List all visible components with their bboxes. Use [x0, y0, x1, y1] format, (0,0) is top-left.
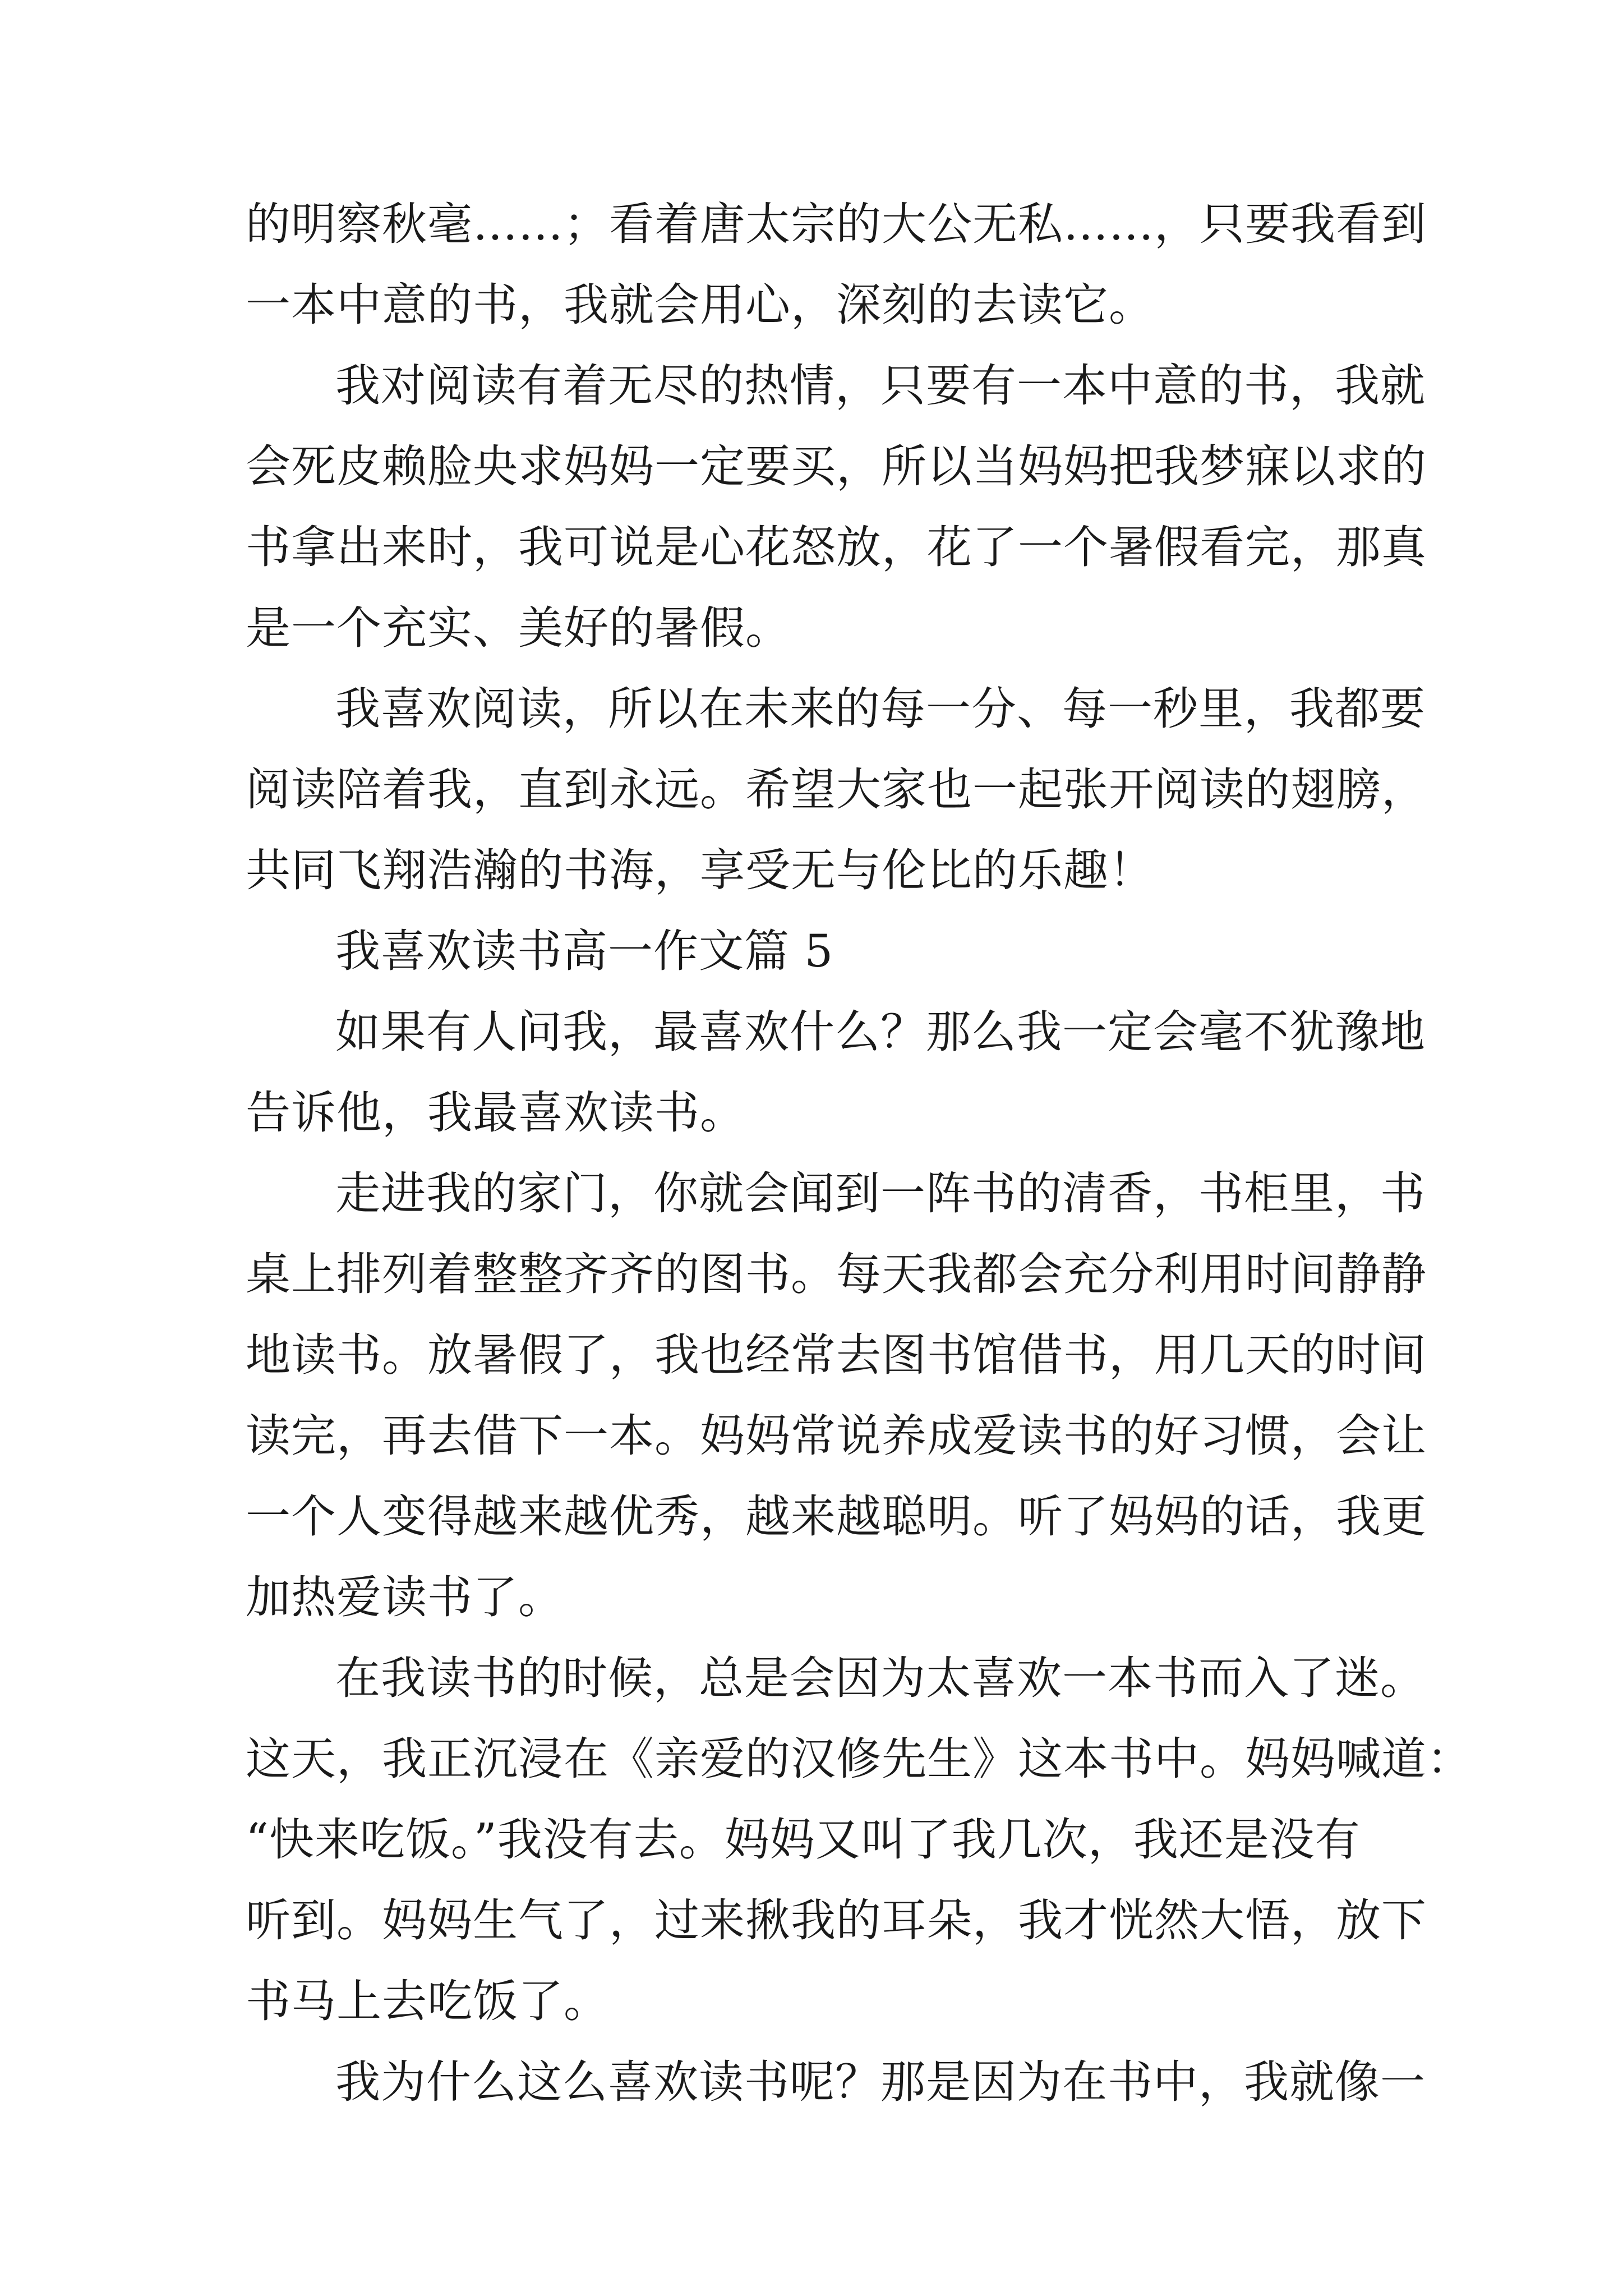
text-line: 我为什么这么喜欢读书呢？那是因为在书中，我就像一 [335, 2056, 1426, 2108]
text-line: 加热爱读书了。 [246, 1571, 564, 1623]
document-body [246, 184, 1472, 2123]
text-line: 一个人变得越来越优秀，越来越聪明。听了妈妈的话，我更 [246, 1490, 1427, 1543]
text-line: 我对阅读有着无尽的热情，只要有一本中意的书，我就 [335, 360, 1426, 412]
text-line: 如果有人问我，最喜欢什么？那么我一定会毫不犹豫地 [335, 1006, 1426, 1058]
text-line: 告诉他，我最喜欢读书。 [246, 1087, 745, 1139]
text-line: 在我读书的时候，总是会因为太喜欢一本书而入了迷。 [335, 1652, 1426, 1704]
text-line: 一本中意的书，我就会用心，深刻的去读它。 [246, 279, 1154, 331]
text-line: 书拿出来时，我可说是心花怒放，花了一个暑假看完，那真 [246, 521, 1427, 573]
text-line: 听到。妈妈生气了，过来揪我的耳朵，我才恍然大悟，放下 [246, 1894, 1427, 1947]
text-line: 会死皮赖脸央求妈妈一定要买，所以当妈妈把我梦寐以求的 [246, 440, 1427, 493]
text-line: 共同飞翔浩瀚的书海，享受无与伦比的乐趣！ [246, 844, 1154, 896]
text-line: 桌上排列着整整齐齐的图书。每天我都会充分利用时间静静 [246, 1248, 1427, 1300]
text-line: 走进我的家门，你就会闻到一阵书的清香，书柜里，书 [335, 1167, 1426, 1220]
text-line: 阅读陪着我，直到永远。希望大家也一起张开阅读的翅膀， [246, 763, 1427, 816]
text-line: 这天，我正沉浸在《亲爱的汉修先生》这本书中。妈妈喊道： [246, 1733, 1472, 1785]
text-line: 书马上去吃饭了。 [246, 1975, 609, 2027]
text-line: 的明察秋毫……；看着唐太宗的大公无私……，只要我看到 [246, 198, 1427, 250]
text-line: 读完，再去借下一本。妈妈常说养成爱读书的好习惯，会让 [246, 1410, 1427, 1462]
text-line: 地读书。放暑假了，我也经常去图书馆借书，用几天的时间 [246, 1329, 1427, 1381]
text-line: 我喜欢阅读，所以在未来的每一分、每一秒里，我都要 [335, 683, 1426, 735]
text-line: “快来吃饭。”我没有去。妈妈又叫了我几次，我还是没有 [246, 1814, 1361, 1866]
text-line: 是一个充实、美好的暑假。 [246, 602, 791, 654]
section-heading: 我喜欢读书高一作文篇 5 [335, 925, 834, 977]
